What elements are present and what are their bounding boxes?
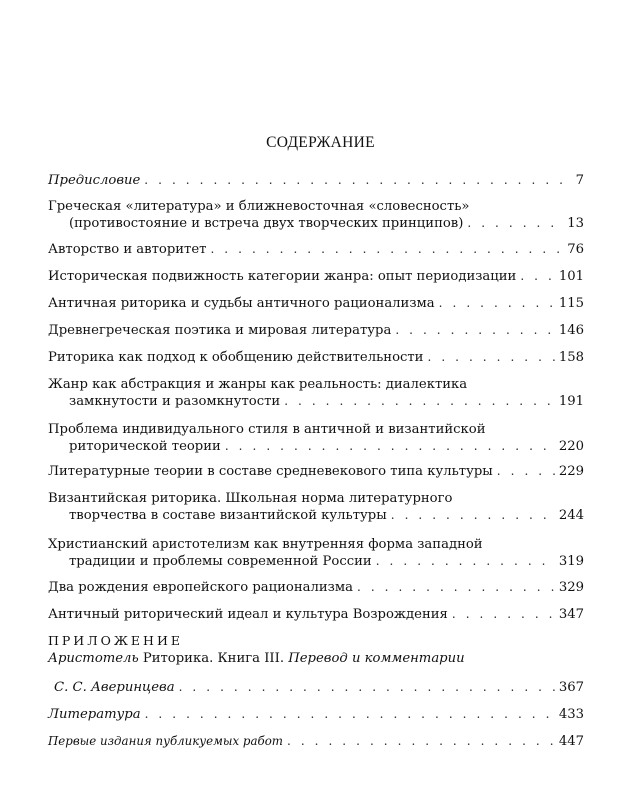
toc-entry-title: Античный риторический идеал и культура Возрождения [48, 607, 448, 622]
toc-entry-title-cont: творчества в составе византийской культуры [69, 508, 387, 523]
toc-entry-title: Первые издания публикуемых работ [48, 734, 283, 748]
toc-entry[interactable] [48, 198, 584, 232]
dot-leader [395, 322, 555, 339]
dot-leader [427, 349, 554, 366]
appendix-work: Риторика. Книга III. [142, 651, 285, 666]
dot-leader [287, 733, 555, 750]
toc-page-number: 319 [558, 554, 584, 569]
dot-leader [144, 172, 571, 189]
toc-entry-title: Христианский аристотелизм как внутренняя форма западной [48, 537, 483, 552]
dot-leader [225, 438, 555, 455]
page-title: СОДЕРЖАНИЕ [266, 134, 375, 151]
dot-leader [376, 553, 555, 570]
toc-entry[interactable] [48, 490, 584, 524]
toc-page-number: 347 [558, 607, 584, 622]
dot-leader [497, 463, 555, 480]
toc-entry[interactable] [48, 536, 584, 570]
appendix-translator: С. С. Аверинцева [54, 680, 175, 695]
appendix-heading-text: ПРИЛОЖЕНИЕ [48, 633, 183, 648]
toc-entry[interactable] [48, 295, 584, 312]
dot-leader [452, 606, 555, 623]
toc-entry-title: Два рождения европейского рационализма [48, 580, 353, 595]
toc-entry[interactable] [48, 349, 584, 366]
toc-page-number: 329 [558, 580, 584, 595]
toc-entry-first-editions[interactable] [48, 733, 584, 750]
toc-entry[interactable] [48, 421, 584, 455]
toc-entry-title-cont: (противостояние и встреча двух творческих принципов) [69, 216, 464, 231]
dot-leader [210, 241, 563, 258]
toc-page-number: 101 [558, 269, 584, 284]
toc-entry-title: Литературные теории в составе средневекового типа культуры [48, 464, 493, 479]
dot-leader [357, 579, 555, 596]
toc-entry-title: Историческая подвижность категории жанра: опыт периодизации [48, 269, 517, 284]
toc-entry-title: Античная риторика и судьбы античного рационализма [48, 296, 435, 311]
appendix-translator-entry[interactable] [48, 679, 584, 696]
toc-entry-literature[interactable] [48, 706, 584, 723]
toc-entry[interactable] [48, 579, 584, 596]
dot-leader [467, 215, 563, 232]
toc-entry[interactable] [48, 463, 584, 480]
dot-leader [439, 295, 555, 312]
toc-page-number: 229 [558, 464, 584, 479]
toc-page-number: 367 [558, 680, 584, 695]
toc-page-number: 76 [567, 242, 584, 257]
appendix-author: Аристотель [48, 651, 139, 666]
toc-entry[interactable] [48, 606, 584, 623]
toc-entry-preface[interactable] [48, 172, 584, 189]
toc-page-number: 7 [575, 173, 584, 188]
toc-page-number: 220 [558, 439, 584, 454]
toc-entry-title: Литература [48, 707, 141, 722]
toc-entry-title: Предисловие [48, 173, 141, 188]
toc-page-number: 447 [558, 734, 584, 749]
toc-entry[interactable] [48, 376, 584, 410]
appendix-note: Перевод и комментарии [288, 651, 465, 666]
dot-leader [145, 706, 555, 723]
toc-entry-title-cont: риторической теории [69, 439, 221, 454]
toc-entry-title: Жанр как абстракция и жанры как реальность: диалектика [48, 377, 468, 392]
toc-entry-title: Риторика как подход к обобщению действительности [48, 350, 424, 365]
toc-entry[interactable] [48, 322, 584, 339]
toc-entry-title-cont: замкнутости и разомкнутости [69, 394, 281, 409]
toc-page-number: 244 [558, 508, 584, 523]
toc-entry-title: Авторство и авторитет [48, 242, 207, 257]
toc-page-number: 191 [558, 394, 584, 409]
toc-page-number: 433 [558, 707, 584, 722]
toc-entry[interactable] [48, 268, 584, 285]
toc-entry-title: Древнегреческая поэтика и мировая литература [48, 323, 392, 338]
toc-page-number: 146 [558, 323, 584, 338]
dot-leader [284, 393, 555, 410]
toc-page-number: 115 [558, 296, 584, 311]
toc-entry-title-cont: традиции и проблемы современной России [69, 554, 372, 569]
dot-leader [179, 679, 555, 696]
toc-entry-title: Греческая «литература» и ближневосточная «словесность» [48, 199, 470, 214]
appendix-heading [48, 632, 584, 650]
toc-entry-title: Византийская риторика. Школьная норма литературного [48, 491, 453, 506]
appendix-entry[interactable] [48, 650, 584, 667]
toc-page-number: 13 [567, 216, 584, 231]
toc-entry-title: Проблема индивидуального стиля в античной и византийской [48, 422, 486, 437]
toc-page-number: 158 [558, 350, 584, 365]
dot-leader [391, 507, 555, 524]
toc-entry[interactable] [48, 241, 584, 258]
dot-leader [520, 268, 554, 285]
